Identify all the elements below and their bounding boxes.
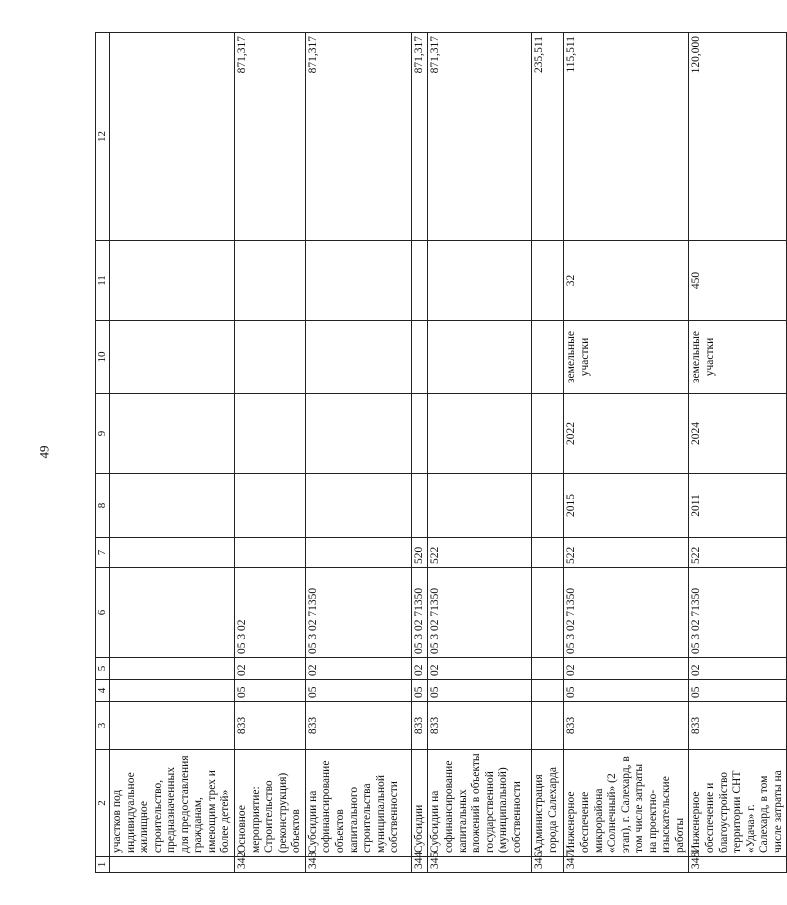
col-5: 02 bbox=[564, 658, 689, 680]
table-row bbox=[235, 33, 306, 873]
column-header: 9 bbox=[96, 394, 110, 474]
col-8 bbox=[428, 474, 532, 538]
col-8 bbox=[235, 474, 306, 538]
table-row bbox=[305, 33, 411, 873]
row-number bbox=[109, 857, 234, 873]
column-header: 5 bbox=[96, 658, 110, 680]
col-8 bbox=[411, 474, 428, 538]
column-header: 4 bbox=[96, 680, 110, 702]
col-8: 2011 bbox=[689, 474, 787, 538]
item-name: Субсидии на софинансирование капитальных вложений в объекты государственной (муниципальной) собственности bbox=[428, 750, 532, 857]
col-11 bbox=[411, 241, 428, 321]
col-3: 833 bbox=[411, 702, 428, 750]
col-6 bbox=[109, 568, 234, 658]
table-row bbox=[109, 33, 234, 873]
col-6 bbox=[532, 568, 564, 658]
column-header: 12 bbox=[96, 33, 110, 241]
table-row bbox=[689, 33, 787, 873]
row-number: 343 bbox=[305, 857, 411, 873]
col-4: 05 bbox=[564, 680, 689, 702]
col-10 bbox=[305, 321, 411, 394]
col-3: 833 bbox=[305, 702, 411, 750]
col-11: 32 bbox=[564, 241, 689, 321]
col-7: 522 bbox=[689, 538, 787, 568]
rotated-table-area bbox=[95, 33, 784, 873]
col-11 bbox=[109, 241, 234, 321]
col-9 bbox=[109, 394, 234, 474]
column-header: 2 bbox=[96, 750, 110, 857]
col-12: 235,511 bbox=[532, 33, 564, 241]
col-4 bbox=[532, 680, 564, 702]
col-5 bbox=[532, 658, 564, 680]
col-10: земельные участки bbox=[689, 321, 787, 394]
col-11 bbox=[305, 241, 411, 321]
col-8: 2015 bbox=[564, 474, 689, 538]
col-11: 450 bbox=[689, 241, 787, 321]
col-3: 833 bbox=[235, 702, 306, 750]
col-3: 833 bbox=[689, 702, 787, 750]
col-11 bbox=[235, 241, 306, 321]
col-7: 522 bbox=[428, 538, 532, 568]
col-4: 05 bbox=[235, 680, 306, 702]
col-7: 520 bbox=[411, 538, 428, 568]
table-body bbox=[109, 33, 786, 873]
item-name: Субсидии на софинансирование объектов капитального строительства муниципальной собственности bbox=[305, 750, 411, 857]
table-row bbox=[564, 33, 689, 873]
col-4 bbox=[109, 680, 234, 702]
col-5: 02 bbox=[689, 658, 787, 680]
col-5: 02 bbox=[305, 658, 411, 680]
col-11 bbox=[428, 241, 532, 321]
col-9: 2022 bbox=[564, 394, 689, 474]
item-name: Инженерное обеспечение микрорайона «Солнечный» (2 этап), г. Салехард, в том числе затраты на проектно-изыскательские работы bbox=[564, 750, 689, 857]
item-name: Субсидии bbox=[411, 750, 428, 857]
col-9 bbox=[235, 394, 306, 474]
column-header: 6 bbox=[96, 568, 110, 658]
col-12: 871,317 bbox=[305, 33, 411, 241]
item-name: Администрация города Салехарда bbox=[532, 750, 564, 857]
col-3: 833 bbox=[428, 702, 532, 750]
col-8 bbox=[305, 474, 411, 538]
column-header: 8 bbox=[96, 474, 110, 538]
row-number: 346 bbox=[532, 857, 564, 873]
col-10 bbox=[109, 321, 234, 394]
column-header: 3 bbox=[96, 702, 110, 750]
col-5: 02 bbox=[411, 658, 428, 680]
col-9 bbox=[411, 394, 428, 474]
col-12: 871,317 bbox=[411, 33, 428, 241]
col-7 bbox=[305, 538, 411, 568]
row-number: 348 bbox=[689, 857, 787, 873]
col-4: 05 bbox=[411, 680, 428, 702]
col-6: 05 3 02 71350 bbox=[411, 568, 428, 658]
col-6: 05 3 02 bbox=[235, 568, 306, 658]
col-3 bbox=[532, 702, 564, 750]
col-3: 833 bbox=[564, 702, 689, 750]
col-5 bbox=[109, 658, 234, 680]
col-12: 871,317 bbox=[428, 33, 532, 241]
col-6: 05 3 02 71350 bbox=[305, 568, 411, 658]
col-7: 522 bbox=[564, 538, 689, 568]
col-10 bbox=[428, 321, 532, 394]
table-row bbox=[411, 33, 428, 873]
col-12: 115,511 bbox=[564, 33, 689, 241]
col-12 bbox=[109, 33, 234, 241]
col-9 bbox=[532, 394, 564, 474]
item-name: Основное мероприятие: Строительство (реконструкция) объектов bbox=[235, 750, 306, 857]
row-number: 342 bbox=[235, 857, 306, 873]
row-number: 344 bbox=[411, 857, 428, 873]
column-header: 1 bbox=[96, 857, 110, 873]
col-6: 05 3 02 71350 bbox=[564, 568, 689, 658]
row-number: 347 bbox=[564, 857, 689, 873]
column-header: 7 bbox=[96, 538, 110, 568]
col-6: 05 3 02 71350 bbox=[428, 568, 532, 658]
col-5: 02 bbox=[428, 658, 532, 680]
col-7 bbox=[532, 538, 564, 568]
col-10 bbox=[411, 321, 428, 394]
col-7 bbox=[235, 538, 306, 568]
table-row bbox=[532, 33, 564, 873]
col-8 bbox=[532, 474, 564, 538]
col-9: 2024 bbox=[689, 394, 787, 474]
item-name: участков под индивидуальное жилищное строительство, предназначенных для предоставления гражданам, имеющим трех и более детей» bbox=[109, 750, 234, 857]
col-10: земельные участки bbox=[564, 321, 689, 394]
column-header: 10 bbox=[96, 321, 110, 394]
column-number-row bbox=[96, 33, 110, 873]
col-3 bbox=[109, 702, 234, 750]
table-row bbox=[428, 33, 532, 873]
col-9 bbox=[428, 394, 532, 474]
col-10 bbox=[532, 321, 564, 394]
col-4: 05 bbox=[305, 680, 411, 702]
col-12: 120,000 bbox=[689, 33, 787, 241]
col-6: 05 3 02 71350 bbox=[689, 568, 787, 658]
row-number: 345 bbox=[428, 857, 532, 873]
col-4: 05 bbox=[428, 680, 532, 702]
col-7 bbox=[109, 538, 234, 568]
col-11 bbox=[532, 241, 564, 321]
item-name: Инженерное обеспечение и благоустройство территории СНТ «Удача» г. Салехард, в том числе затраты на bbox=[689, 750, 787, 857]
col-9 bbox=[305, 394, 411, 474]
col-10 bbox=[235, 321, 306, 394]
page-number: 49 bbox=[36, 445, 52, 459]
col-4: 05 bbox=[689, 680, 787, 702]
col-12: 871,317 bbox=[235, 33, 306, 241]
budget-table bbox=[95, 32, 787, 873]
col-8 bbox=[109, 474, 234, 538]
column-header: 11 bbox=[96, 241, 110, 321]
col-5: 02 bbox=[235, 658, 306, 680]
